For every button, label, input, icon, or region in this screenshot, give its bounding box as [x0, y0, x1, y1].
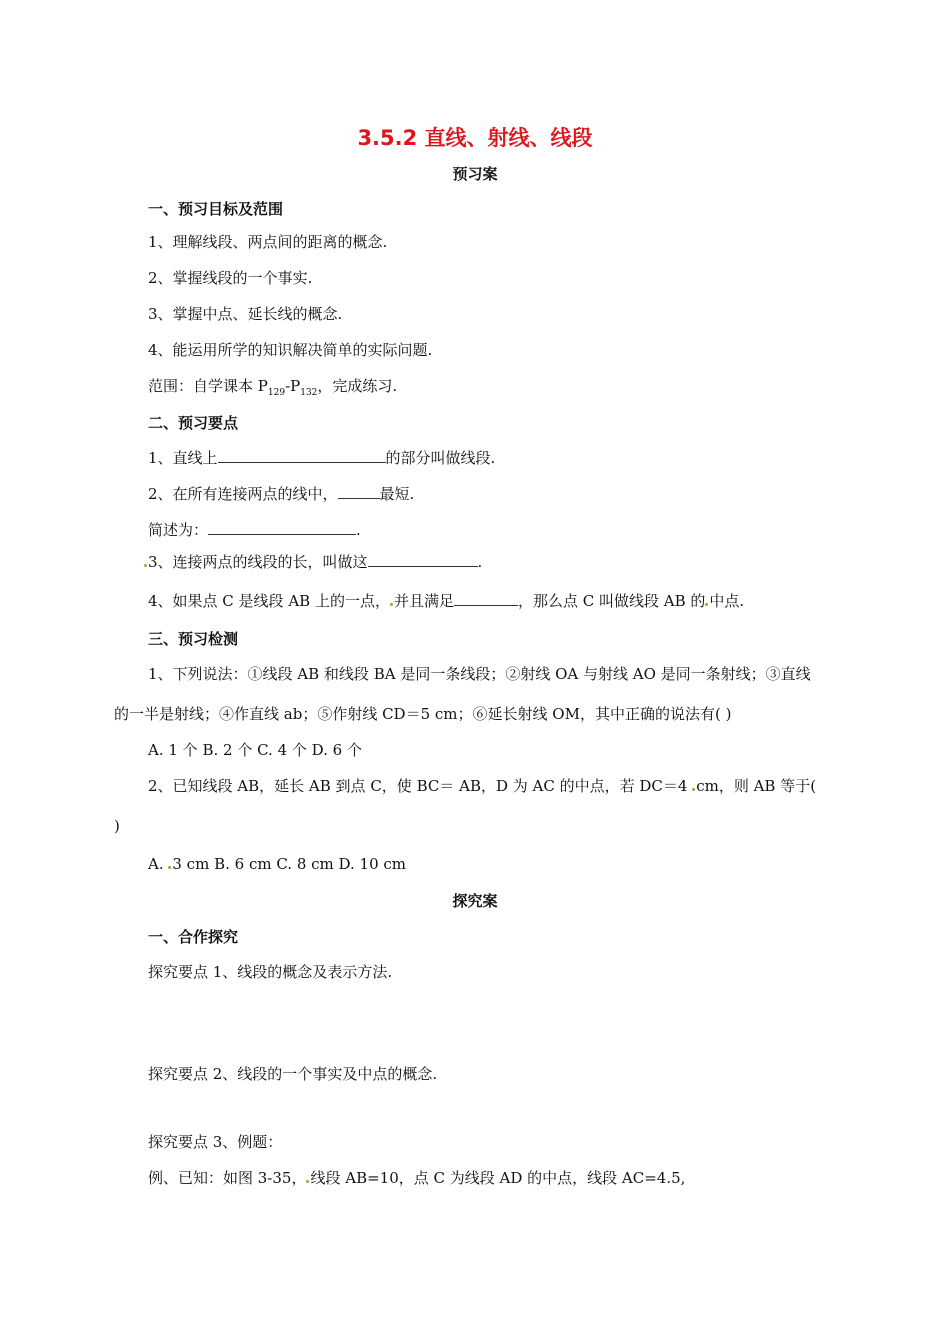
coop-heading: 一、合作探究 — [148, 928, 239, 946]
summary-label: 简述为： — [148, 521, 209, 539]
example-text-start: 例、已知：如图 3-35， — [148, 1169, 307, 1187]
points-heading: 二、预习要点 — [148, 414, 239, 432]
point-2-summary — [148, 520, 361, 540]
point-1 — [148, 448, 495, 468]
page-title: 3.5.2 直线、射线、线段 — [357, 126, 593, 150]
question-2-options-b: 3 cm B. 6 cm C. 8 cm D. 10 cm — [172, 855, 407, 873]
question-2-text: 2、已知线段 AB，延长 AB 到点 C，使 BC＝ AB，D 为 AC 的中点，若 DC＝4 — [148, 777, 693, 795]
question-1-line-2: 的一半是射线；④作直线 ab；⑤作射线 CD＝5 cm；⑥延长射线 OM，其中正确的说法有( ) — [114, 705, 732, 723]
point-3-text-end: . — [477, 553, 483, 571]
mark-dot — [705, 603, 708, 606]
point-3 — [144, 552, 482, 572]
point-2 — [148, 484, 414, 504]
range-page-start: 129 — [267, 388, 286, 398]
question-1-line-1: 1、下列说法：①线段 AB 和线段 BA 是同一条线段；②射线 OA 与射线 AO 是同一条射线；③直线 — [148, 665, 811, 683]
point-2-text: 2、在所有连接两点的线中， — [148, 485, 338, 503]
point-4-text: 4、如果点 C 是线段 AB 上的一点， — [148, 592, 390, 610]
point-4 — [148, 591, 744, 611]
range-suffix: ，完成练习. — [317, 377, 398, 395]
point-4-text-2: 并且满足 — [393, 592, 454, 610]
goal-item: 1、理解线段、两点间的距离的概念. — [148, 233, 388, 251]
question-2-text-end: cm，则 AB 等于( — [696, 777, 817, 795]
mark-dot — [168, 866, 171, 869]
section-heading-preview: 预习案 — [452, 165, 498, 183]
point-4-text-4: 中点. — [709, 592, 745, 610]
point-3-text: 3、连接两点的线段的长，叫做这 — [148, 553, 368, 571]
explore-point-3: 探究要点 3、例题： — [148, 1133, 283, 1151]
question-2-line-1 — [148, 776, 816, 796]
range-mid: -P — [285, 377, 301, 395]
goal-item: 4、能运用所学的知识解决简单的实际问题. — [148, 341, 433, 359]
range-text — [148, 376, 397, 403]
explore-point-2: 探究要点 2、线段的一个事实及中点的概念. — [148, 1065, 438, 1083]
goal-item: 3、掌握中点、延长线的概念. — [148, 305, 343, 323]
question-1-options: A. 1 个 B. 2 个 C. 4 个 D. 6 个 — [148, 741, 362, 759]
point-1-text-end: 的部分叫做线段. — [385, 449, 496, 467]
point-2-text-end: 最短. — [379, 485, 415, 503]
check-heading: 三、预习检测 — [148, 630, 239, 648]
example-text — [148, 1168, 685, 1188]
section-heading-explore: 探究案 — [452, 892, 498, 910]
explore-point-1: 探究要点 1、线段的概念及表示方法. — [148, 963, 393, 981]
range-page-end: 132 — [300, 388, 318, 398]
goal-item: 2、掌握线段的一个事实. — [148, 269, 313, 287]
fill-blank[interactable] — [338, 484, 380, 499]
mark-dot — [390, 603, 393, 606]
goals-heading: 一、预习目标及范围 — [148, 200, 284, 218]
question-2-options — [148, 854, 406, 874]
fill-blank[interactable] — [454, 591, 518, 606]
question-2-line-2: ) — [114, 817, 120, 835]
mark-dot — [692, 788, 695, 791]
summary-end: . — [356, 521, 361, 539]
point-4-text-3: ，那么点 C 叫做线段 AB 的 — [517, 592, 706, 610]
fill-blank[interactable] — [368, 552, 478, 567]
example-text-end: 线段 AB=10，点 C 为线段 AD 的中点，线段 AC=4.5, — [310, 1169, 686, 1187]
question-2-options-a: A. — [148, 855, 169, 873]
mark-dot — [144, 564, 147, 567]
point-1-text: 1、直线上 — [148, 449, 218, 467]
range-prefix: 范围：自学课本 P — [148, 377, 268, 395]
fill-blank[interactable] — [208, 520, 356, 535]
fill-blank[interactable] — [218, 448, 386, 463]
